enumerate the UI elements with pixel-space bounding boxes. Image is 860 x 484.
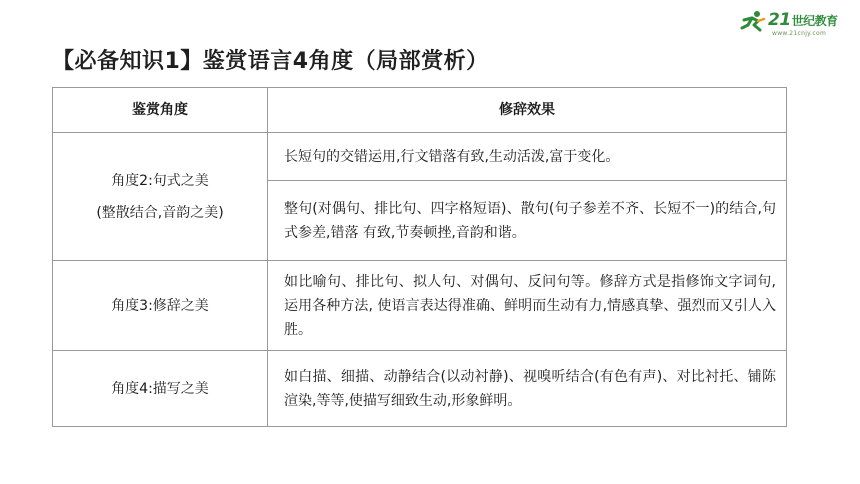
column-header-effect: 修辞效果 — [268, 88, 787, 133]
runner-icon — [738, 10, 768, 32]
effect-cell: 整句(对偶句、排比句、四字格短语)、散句(句子参差不齐、长短不一)的结合,句式参差,错落 有致,节奏顿挫,音韵和谐。 — [268, 181, 787, 261]
brand-url: www.21cnjy.com — [772, 30, 827, 37]
table-row — [53, 351, 787, 427]
top-bar — [0, 0, 860, 36]
brand-name — [768, 10, 838, 30]
table-row — [53, 133, 787, 181]
angle-cell: 角度4:描写之美 — [53, 351, 268, 427]
angle-label: 角度2:句式之美 — [111, 172, 209, 189]
effect-cell: 如白描、细描、动静结合(以动衬静)、视嗅听结合(有色有声)、对比衬托、铺陈渲染,等等,使描写细致生动,形象鲜明。 — [268, 351, 787, 427]
page-title: 【必备知识1】鉴赏语言4角度（局部赏析） — [52, 49, 489, 74]
brand-logo — [738, 8, 856, 36]
table-header-row — [53, 88, 787, 133]
brand-number: 21 — [768, 10, 791, 30]
angle-sublabel: (整散结合,音韵之美) — [96, 204, 224, 221]
analysis-table — [52, 87, 787, 427]
brand-text: 世纪教育 — [791, 14, 838, 28]
effect-cell: 如比喻句、排比句、拟人句、对偶句、反问句等。修辞方式是指修饰文字词句,运用各种方法, 使语言表达得准确、鲜明而生动有力,情感真挚、强烈而又引人入胜。 — [268, 261, 787, 351]
angle-cell — [53, 133, 268, 261]
column-header-angle: 鉴赏角度 — [53, 88, 268, 133]
effect-cell: 长短句的交错运用,行文错落有致,生动活泼,富于变化。 — [268, 133, 787, 181]
table-row — [53, 261, 787, 351]
angle-cell: 角度3:修辞之美 — [53, 261, 268, 351]
